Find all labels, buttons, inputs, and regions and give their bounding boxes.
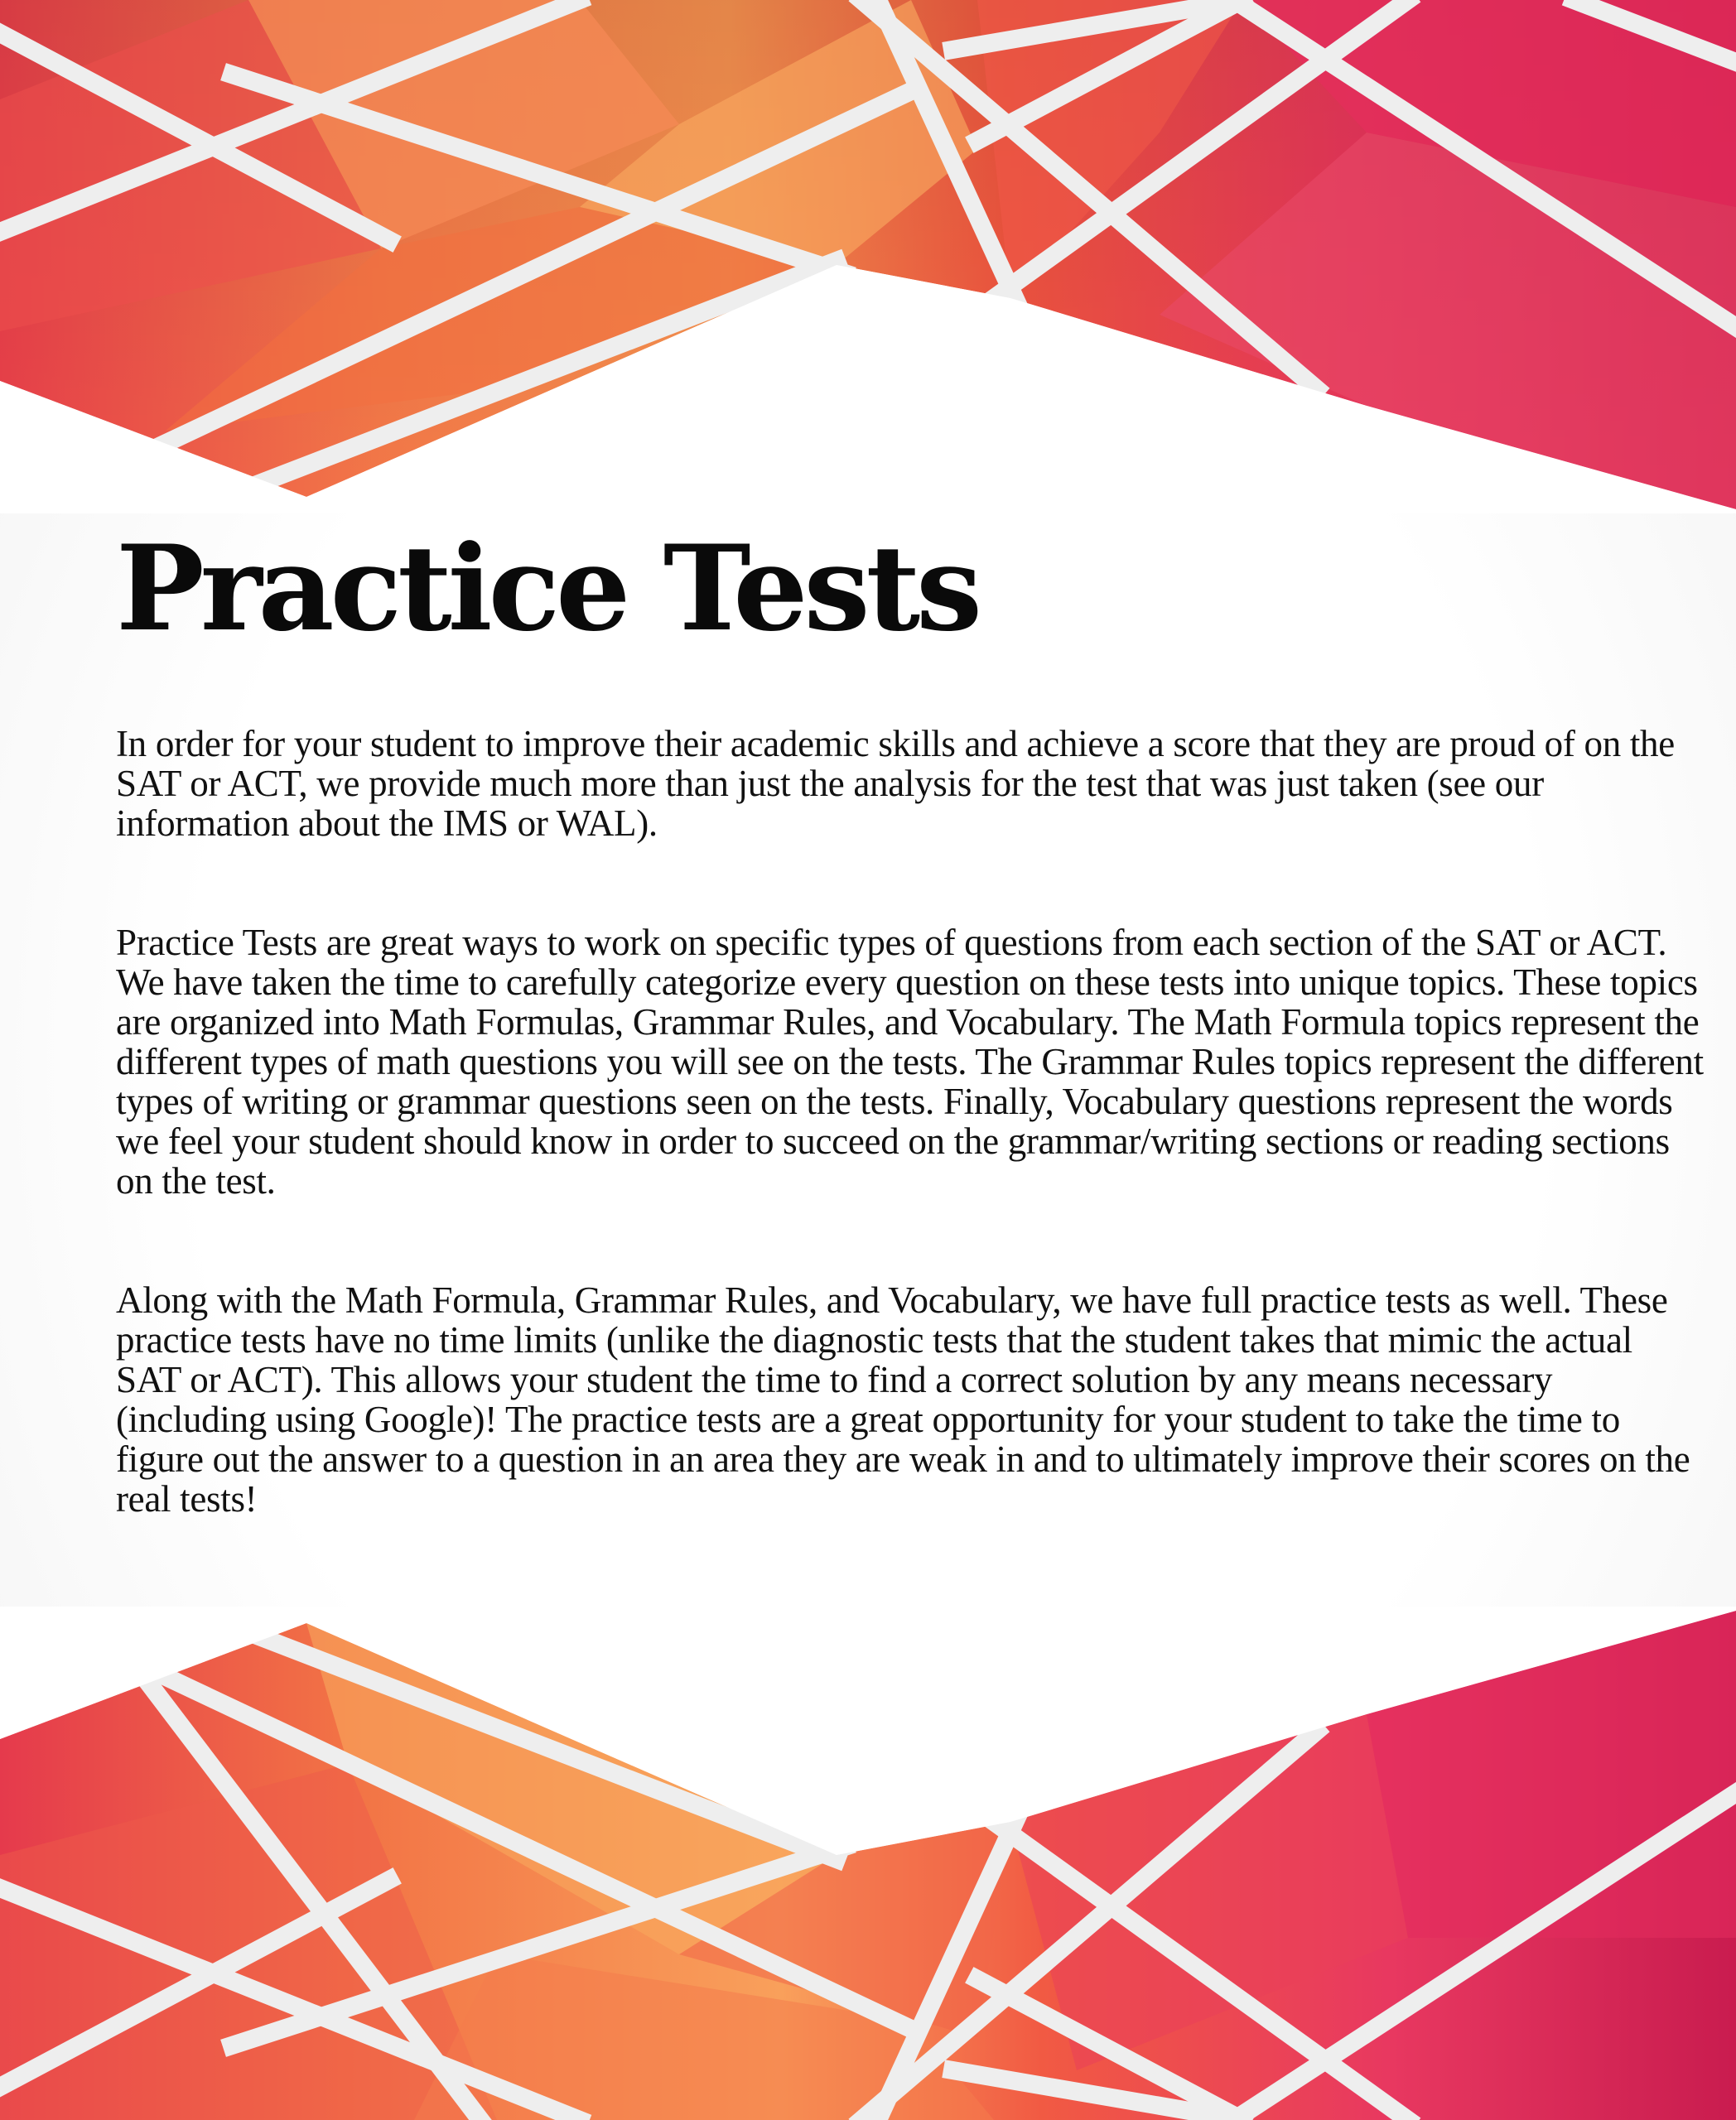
bottom-geometric-banner [0, 1607, 1736, 2120]
paragraph-full-tests: Along with the Math Formula, Grammar Rules, and Vocabulary, we have full practice tests as well. These practice tests have no time limits (unlike the diagnostic tests that the student takes that mimic the actual SAT or ACT). This allows your student the time to find a correct solution by any means necessary (including using Google)! The practice tests are a great opportunity for your student to take the time to figure out the answer to a question in an area they are weak in and to ultimately improve their scores on the real tests! [116, 1279, 1690, 1520]
page-title: Practice Tests [116, 520, 979, 658]
main-content [116, 520, 1706, 1520]
paragraph-intro: In order for your student to improve their academic skills and achieve a score that they are proud of on the SAT or ACT, we provide much more than just the analysis for the test that was just taken (see our information about the IMS or WAL). [116, 723, 1675, 844]
top-geometric-banner [0, 0, 1736, 513]
paragraph-topics: Practice Tests are great ways to work on specific types of questions from each section of the SAT or ACT. We have taken the time to carefully categorize every question on these tests into unique topics. These topics are organized into Math Formulas, Grammar Rules, and Vocabulary. The Math Formula topics represent the different types of math questions you will see on the tests. The Grammar Rules topics represent the different types of writing or grammar questions seen on the tests. Finally, Vocabulary questions represent the words we feel your student should know in order to succeed on the grammar/writing sections or reading sections on the test. [116, 922, 1704, 1202]
